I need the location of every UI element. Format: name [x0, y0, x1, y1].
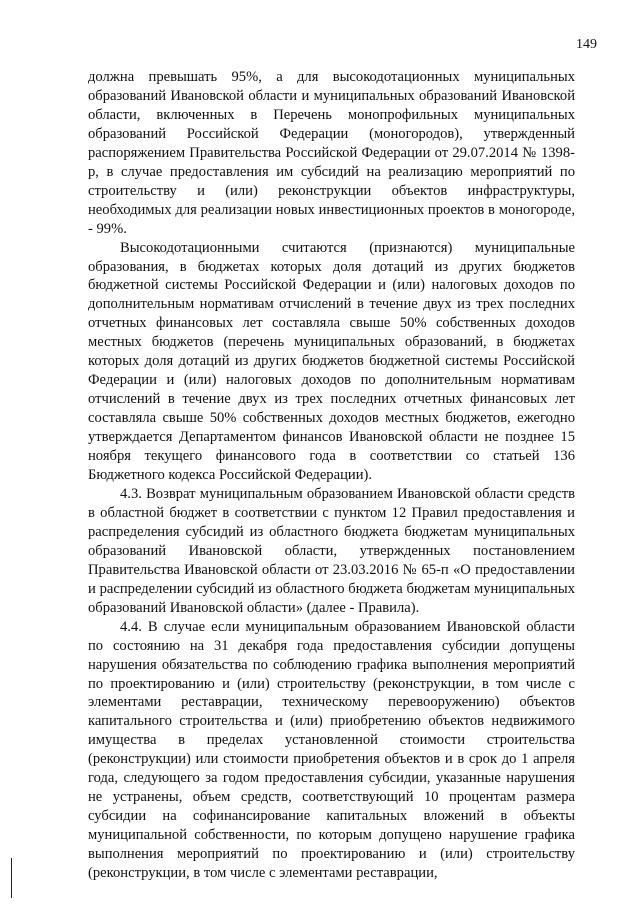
paragraph-4-4: 4.4. В случае если муниципальным образованием Ивановской области по состоянию на 31 декабря года предоставления субсидии допущены нарушения обязательства по соблюдению графика выполнения мероприятий по проектированию и (или) строительству (реконструкции, в том числе с элементами реставрации, техническому перевооружению) объектов капитального строительства и (или) приобретению объектов недвижимого имущества в пределах установленной стоимости строительства (реконструкции) или стоимости приобретения объектов и в срок до 1 апреля года, следующего за годом предоставления субсидии, указанные нарушения не устранены, объем средств, соответствующий 10 процентам размера субсидии на софинансирование капитальных вложений в объекты муниципальной собственности, по которым допущено нарушение графика выполнения мероприятий по проектированию и (или) строительству (реконструкции, в том числе с элементами реставрации, — [88, 618, 575, 882]
scan-margin-line — [11, 858, 12, 898]
paragraph-high-subsidy-definition: Высокодотационными считаются (признаются) муниципальные образования, в бюджетах которых доля дотаций из других бюджетов бюджетной системы Российской Федерации и (или) налоговых доходов по дополнительным нормативам отчислений в течение двух из трех последних отчетных финансовых лет составляла свыше 50% собственных доходов местных бюджетов (перечень муниципальных образований, в бюджетах которых доля дотаций из других бюджетов бюджетной системы Российской Федерации и (или) налоговых доходов по дополнительным нормативам отчислений в течение двух из трех последних отчетных финансовых лет составляла свыше 50% собственных доходов местных бюджетов, ежегодно утверждается Департаментом финансов Ивановской области не позднее 15 ноября текущего финансового года в соответствии со статьей 136 Бюджетного кодекса Российской Федерации). — [88, 239, 575, 484]
page-number: 149 — [576, 37, 597, 52]
document-body — [88, 68, 575, 883]
paragraph-4-3: 4.3. Возврат муниципальным образованием Ивановской области средств в областной бюджет в соответствии с пунктом 12 Правил предоставления и распределения субсидий из областного бюджета бюджетам муниципальных образований Ивановской области, утвержденных постановлением Правительства Ивановской области от 23.03.2016 № 65-п «О предоставлении и распределении субсидий из областного бюджета бюджетам муниципальных образований Ивановской области» (далее - Правила). — [88, 485, 575, 616]
paragraph-continuation: должна превышать 95%, а для высокодотационных муниципальных образований Ивановской области и муниципальных образований Ивановской области, включенных в Перечень монопрофильных муниципальных образований Российской Федерации (моногородов), утвержденный распоряжением Правительства Российской Федерации от 29.07.2014 № 1398-р, в случае предоставления им субсидий на реализацию мероприятий по строительству и (или) реконструкции объектов инфраструктуры, необходимых для реализации новых инвестиционных проектов в моногороде, - 99%. — [88, 69, 575, 237]
